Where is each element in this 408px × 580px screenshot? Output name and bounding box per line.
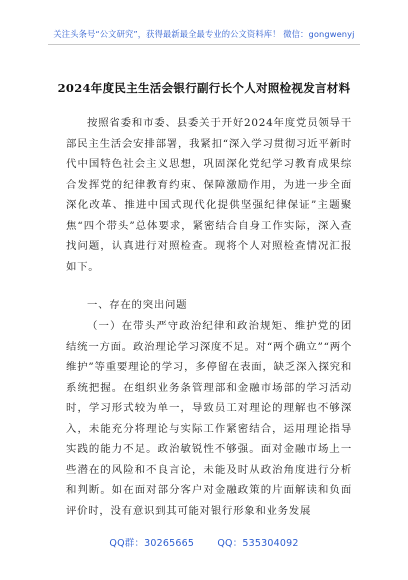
footer-qq-number: QQ：535304092 (217, 538, 299, 549)
footer-contact (0, 535, 408, 549)
header-divider (48, 44, 360, 45)
section-paragraph: （一）在带头严守政治纪律和政治规矩、维护党的团结统一方面。政治理论学习深度不足。对“两个确立”“两个维护”等重要理论的学习，多停留在表面，缺乏深入探究和系统把握。在组织业务条管理部和金融市场部的学习活动时，学习形式较为单一，导致员工对理论的理解也不够深入，未能充分将理论与实际工作紧密结合，运用理论指导实践的能力不足。政治敏锐性不够强。面对金融市场上一些潜在的风险和不良言论，未能及时从政治角度进行分析和判断。如在面对部分客户对金融政策的片面解读和负面评价时，没有意识到其可能对银行形象和业务发展 (66, 320, 352, 517)
section-heading: 一、存在的突出问题 (87, 299, 188, 311)
footer-qq-group: QQ群：30265665 (109, 538, 195, 549)
intro-paragraph: 按照省委和市委、县委关于开好2024年度党员领导干部民主生活会安排部署，我紧扣“深入学习贯彻习近平新时代中国特色社会主义思想，巩固深化党纪学习教育成果综合发挥党的纪律教育约束、保障激励作用，为进一步全面深化改革、推进中国式现代化提供坚强纪律保证”主题聚焦“四个带头”总体要求，紧密结合自身工作实际，深入查找问题，认真进行对照检查。现将个人对照检查情况汇报如下。 (66, 117, 352, 273)
document-title: 2024年度民主生活会银行副行长个人对照检视发言材料 (57, 81, 351, 95)
header-banner: 关注头条号“公文研究”，获得最新最全最专业的公文资料库！ 微信：gongwenyj (53, 29, 355, 39)
